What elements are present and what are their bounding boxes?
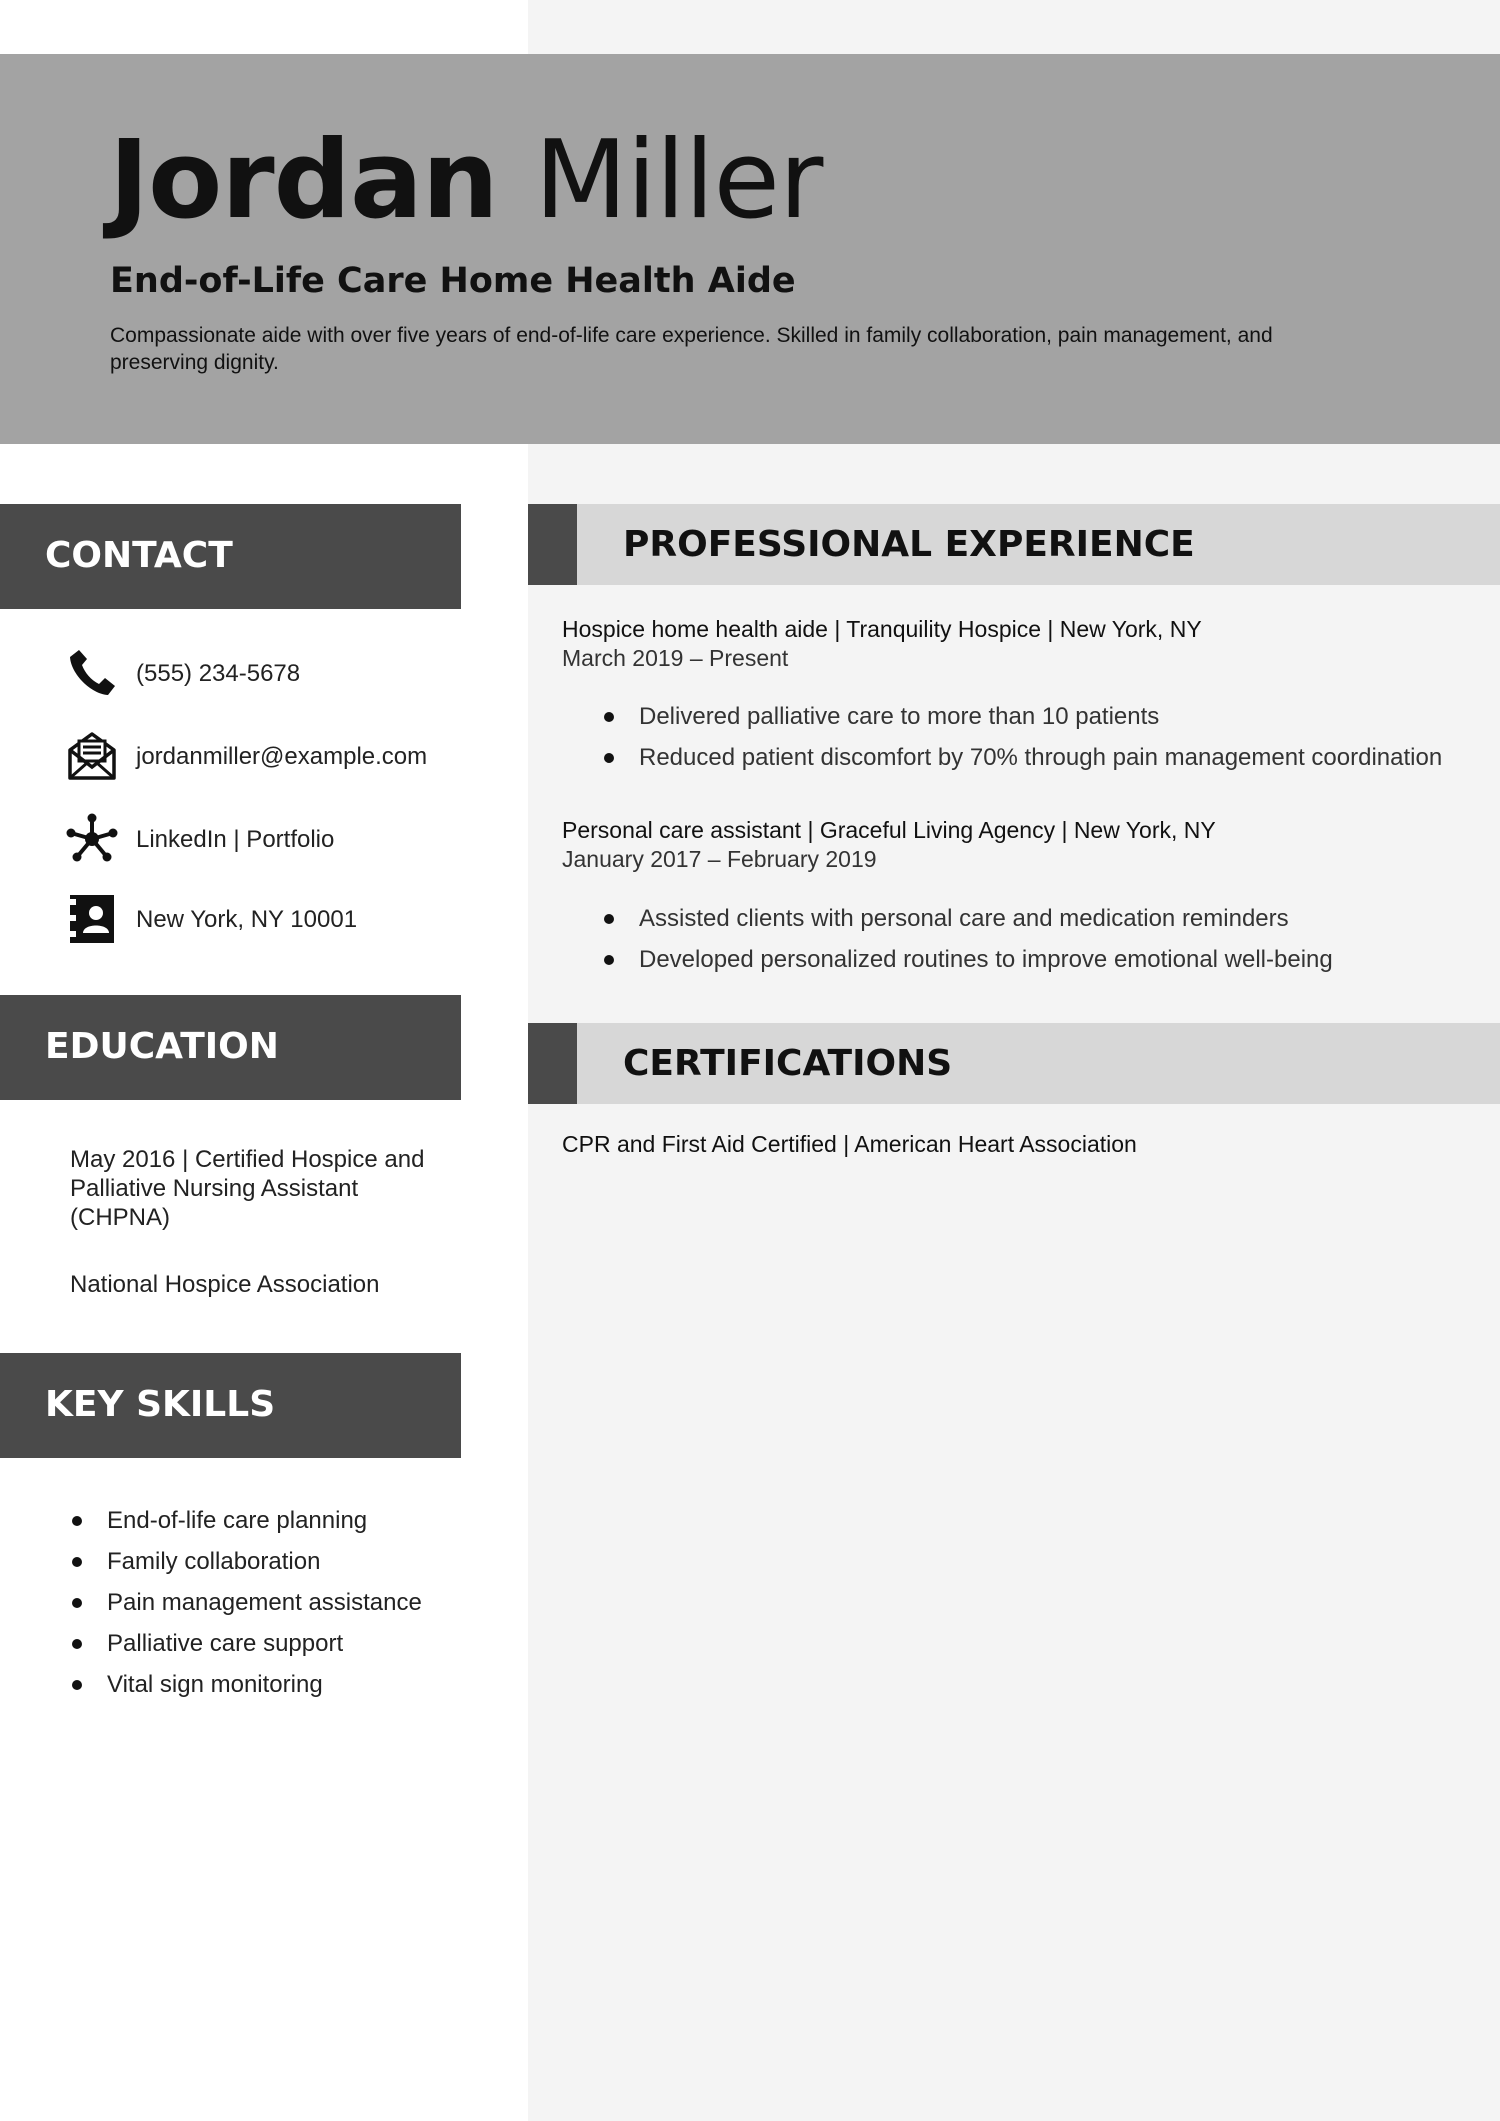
first-name: Jordan <box>109 118 498 243</box>
contact-email <box>66 730 466 786</box>
list-item: Pain management assistance <box>70 1582 422 1623</box>
skills-list <box>70 1500 422 1705</box>
job-bullets <box>602 696 1442 778</box>
address-text: New York, NY 10001 <box>136 906 358 933</box>
job-title: End-of-Life Care Home Health Aide <box>110 261 796 301</box>
address-card-icon <box>66 893 118 945</box>
job-title-line: Personal care assistant | Graceful Living Agency | New York, NY <box>562 817 1216 843</box>
heading-accent <box>528 504 577 585</box>
certifications-heading: CERTIFICATIONS <box>623 1043 953 1084</box>
contact-phone <box>66 647 466 703</box>
candidate-name <box>109 116 822 246</box>
experience-heading-bar <box>528 504 1500 585</box>
education-institution: National Hospice Association <box>70 1271 380 1298</box>
list-item: Vital sign monitoring <box>70 1664 422 1705</box>
list-item: Reduced patient discomfort by 70% through pain management coordination <box>602 737 1442 778</box>
contact-heading-bar <box>0 504 461 609</box>
experience-heading: PROFESSIONAL EXPERIENCE <box>623 524 1195 565</box>
education-degree: May 2016 | Certified Hospice and Palliative Nursing Assistant (CHPNA) <box>70 1146 425 1231</box>
list-item: Developed personalized routines to improve emotional well-being <box>602 939 1333 980</box>
job-bullets <box>602 898 1333 980</box>
list-item: Assisted clients with personal care and medication reminders <box>602 898 1333 939</box>
links-text: LinkedIn | Portfolio <box>136 826 335 853</box>
network-icon <box>66 813 118 865</box>
contact-links <box>66 813 466 869</box>
skills-heading-bar <box>0 1353 461 1458</box>
email-text: jordanmiller@example.com <box>136 743 428 770</box>
contact-address <box>66 893 466 949</box>
certification-item: CPR and First Aid Certified | American Heart Association <box>562 1131 1137 1157</box>
heading-accent <box>528 1023 577 1104</box>
skills-heading: KEY SKILLS <box>45 1384 276 1425</box>
list-item: Delivered palliative care to more than 10 patients <box>602 696 1442 737</box>
contact-heading: CONTACT <box>45 535 233 576</box>
envelope-icon <box>66 730 118 782</box>
last-name: Miller <box>534 118 823 243</box>
education-heading: EDUCATION <box>45 1026 279 1067</box>
list-item: Palliative care support <box>70 1623 422 1664</box>
phone-icon <box>66 647 118 699</box>
resume-header <box>0 54 1500 444</box>
education-heading-bar <box>0 995 461 1100</box>
certifications-heading-bar <box>528 1023 1500 1104</box>
list-item: End-of-life care planning <box>70 1500 422 1541</box>
job-dates: January 2017 – February 2019 <box>562 846 877 872</box>
job-title-line: Hospice home health aide | Tranquility Hospice | New York, NY <box>562 616 1202 642</box>
list-item: Family collaboration <box>70 1541 422 1582</box>
job-dates: March 2019 – Present <box>562 645 789 671</box>
summary: Compassionate aide with over five years of end-of-life care experience. Skilled in family collaboration, pain management, and preserving dignity. <box>110 324 1273 374</box>
phone-text: (555) 234-5678 <box>136 660 301 687</box>
